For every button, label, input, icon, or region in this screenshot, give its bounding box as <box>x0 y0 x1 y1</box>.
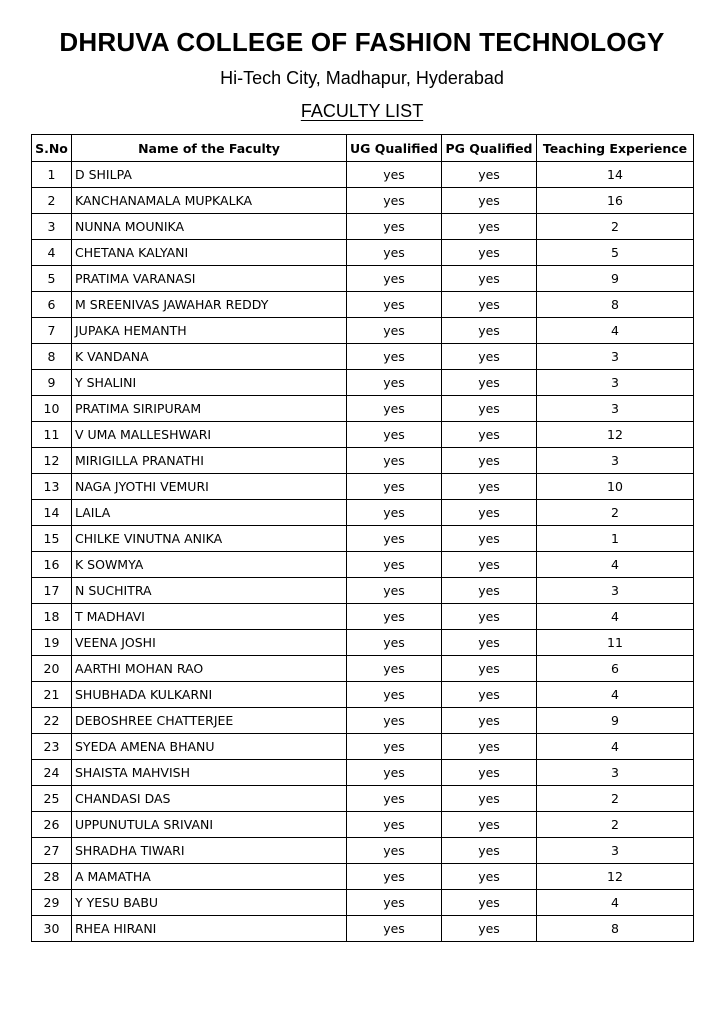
cell-pg-qualified: yes <box>442 318 537 344</box>
cell-faculty-name: Y SHALINI <box>72 370 347 396</box>
cell-pg-qualified: yes <box>442 500 537 526</box>
faculty-table <box>31 134 694 942</box>
cell-teaching-experience: 3 <box>537 370 694 396</box>
cell-sno: 17 <box>32 578 72 604</box>
cell-pg-qualified: yes <box>442 422 537 448</box>
cell-ug-qualified: yes <box>347 292 442 318</box>
table-row <box>32 890 694 916</box>
cell-pg-qualified: yes <box>442 708 537 734</box>
cell-ug-qualified: yes <box>347 162 442 188</box>
cell-pg-qualified: yes <box>442 604 537 630</box>
table-row <box>32 682 694 708</box>
table-body <box>32 162 694 942</box>
table-row <box>32 760 694 786</box>
cell-sno: 28 <box>32 864 72 890</box>
cell-teaching-experience: 12 <box>537 864 694 890</box>
cell-faculty-name: UPPUNUTULA SRIVANI <box>72 812 347 838</box>
cell-ug-qualified: yes <box>347 344 442 370</box>
cell-sno: 29 <box>32 890 72 916</box>
cell-sno: 9 <box>32 370 72 396</box>
cell-teaching-experience: 4 <box>537 682 694 708</box>
cell-teaching-experience: 3 <box>537 760 694 786</box>
cell-pg-qualified: yes <box>442 474 537 500</box>
table-header-row <box>32 135 694 162</box>
cell-pg-qualified: yes <box>442 578 537 604</box>
cell-teaching-experience: 5 <box>537 240 694 266</box>
cell-faculty-name: DEBOSHREE CHATTERJEE <box>72 708 347 734</box>
cell-teaching-experience: 4 <box>537 604 694 630</box>
cell-teaching-experience: 4 <box>537 890 694 916</box>
cell-pg-qualified: yes <box>442 864 537 890</box>
cell-sno: 1 <box>32 162 72 188</box>
cell-sno: 3 <box>32 214 72 240</box>
cell-ug-qualified: yes <box>347 760 442 786</box>
cell-pg-qualified: yes <box>442 916 537 942</box>
cell-pg-qualified: yes <box>442 552 537 578</box>
cell-teaching-experience: 3 <box>537 578 694 604</box>
table-row <box>32 188 694 214</box>
table-row <box>32 656 694 682</box>
cell-ug-qualified: yes <box>347 214 442 240</box>
cell-faculty-name: NUNNA MOUNIKA <box>72 214 347 240</box>
cell-teaching-experience: 1 <box>537 526 694 552</box>
cell-ug-qualified: yes <box>347 916 442 942</box>
cell-sno: 14 <box>32 500 72 526</box>
cell-teaching-experience: 3 <box>537 448 694 474</box>
cell-teaching-experience: 2 <box>537 500 694 526</box>
cell-sno: 6 <box>32 292 72 318</box>
cell-pg-qualified: yes <box>442 890 537 916</box>
cell-pg-qualified: yes <box>442 682 537 708</box>
cell-ug-qualified: yes <box>347 370 442 396</box>
cell-teaching-experience: 6 <box>537 656 694 682</box>
cell-faculty-name: VEENA JOSHI <box>72 630 347 656</box>
cell-sno: 13 <box>32 474 72 500</box>
cell-teaching-experience: 2 <box>537 214 694 240</box>
cell-ug-qualified: yes <box>347 526 442 552</box>
cell-faculty-name: D SHILPA <box>72 162 347 188</box>
cell-pg-qualified: yes <box>442 214 537 240</box>
cell-sno: 8 <box>32 344 72 370</box>
table-row <box>32 630 694 656</box>
cell-pg-qualified: yes <box>442 656 537 682</box>
cell-pg-qualified: yes <box>442 370 537 396</box>
cell-pg-qualified: yes <box>442 266 537 292</box>
cell-pg-qualified: yes <box>442 162 537 188</box>
cell-ug-qualified: yes <box>347 188 442 214</box>
cell-teaching-experience: 14 <box>537 162 694 188</box>
cell-ug-qualified: yes <box>347 266 442 292</box>
cell-faculty-name: A MAMATHA <box>72 864 347 890</box>
cell-ug-qualified: yes <box>347 812 442 838</box>
table-row <box>32 708 694 734</box>
cell-sno: 15 <box>32 526 72 552</box>
table-row <box>32 162 694 188</box>
cell-faculty-name: CHILKE VINUTNA ANIKA <box>72 526 347 552</box>
cell-pg-qualified: yes <box>442 760 537 786</box>
cell-sno: 2 <box>32 188 72 214</box>
document-title <box>0 100 724 122</box>
cell-sno: 26 <box>32 812 72 838</box>
table-row <box>32 344 694 370</box>
table-row <box>32 734 694 760</box>
cell-faculty-name: SHAISTA MAHVISH <box>72 760 347 786</box>
table-row <box>32 578 694 604</box>
cell-teaching-experience: 3 <box>537 838 694 864</box>
cell-ug-qualified: yes <box>347 734 442 760</box>
cell-sno: 20 <box>32 656 72 682</box>
cell-teaching-experience: 12 <box>537 422 694 448</box>
cell-pg-qualified: yes <box>442 344 537 370</box>
table-row <box>32 396 694 422</box>
cell-sno: 27 <box>32 838 72 864</box>
cell-teaching-experience: 10 <box>537 474 694 500</box>
cell-teaching-experience: 9 <box>537 708 694 734</box>
cell-faculty-name: CHANDASI DAS <box>72 786 347 812</box>
cell-ug-qualified: yes <box>347 578 442 604</box>
cell-faculty-name: K SOWMYA <box>72 552 347 578</box>
cell-sno: 12 <box>32 448 72 474</box>
cell-faculty-name: KANCHANAMALA MUPKALKA <box>72 188 347 214</box>
cell-faculty-name: K VANDANA <box>72 344 347 370</box>
cell-faculty-name: AARTHI MOHAN RAO <box>72 656 347 682</box>
cell-faculty-name: PRATIMA SIRIPURAM <box>72 396 347 422</box>
table-row <box>32 448 694 474</box>
cell-faculty-name: JUPAKA HEMANTH <box>72 318 347 344</box>
table-row <box>32 604 694 630</box>
cell-pg-qualified: yes <box>442 396 537 422</box>
column-header-name: Name of the Faculty <box>72 135 347 162</box>
table-row <box>32 240 694 266</box>
cell-ug-qualified: yes <box>347 500 442 526</box>
cell-ug-qualified: yes <box>347 864 442 890</box>
cell-pg-qualified: yes <box>442 240 537 266</box>
cell-ug-qualified: yes <box>347 786 442 812</box>
cell-ug-qualified: yes <box>347 890 442 916</box>
cell-teaching-experience: 3 <box>537 396 694 422</box>
cell-teaching-experience: 11 <box>537 630 694 656</box>
cell-pg-qualified: yes <box>442 292 537 318</box>
cell-faculty-name: MIRIGILLA PRANATHI <box>72 448 347 474</box>
cell-faculty-name: PRATIMA VARANASI <box>72 266 347 292</box>
table-row <box>32 266 694 292</box>
cell-faculty-name: SHRADHA TIWARI <box>72 838 347 864</box>
cell-pg-qualified: yes <box>442 838 537 864</box>
cell-sno: 19 <box>32 630 72 656</box>
cell-sno: 4 <box>32 240 72 266</box>
column-header-teaching-experience: Teaching Experience <box>537 135 694 162</box>
cell-sno: 11 <box>32 422 72 448</box>
cell-faculty-name: SYEDA AMENA BHANU <box>72 734 347 760</box>
cell-pg-qualified: yes <box>442 786 537 812</box>
cell-pg-qualified: yes <box>442 734 537 760</box>
cell-ug-qualified: yes <box>347 474 442 500</box>
cell-sno: 16 <box>32 552 72 578</box>
cell-teaching-experience: 8 <box>537 292 694 318</box>
table-row <box>32 370 694 396</box>
table-row <box>32 864 694 890</box>
cell-ug-qualified: yes <box>347 708 442 734</box>
cell-sno: 30 <box>32 916 72 942</box>
cell-teaching-experience: 3 <box>537 344 694 370</box>
cell-faculty-name: LAILA <box>72 500 347 526</box>
cell-sno: 5 <box>32 266 72 292</box>
column-header-pg-qualified: PG Qualified <box>442 135 537 162</box>
table-row <box>32 214 694 240</box>
cell-teaching-experience: 16 <box>537 188 694 214</box>
cell-sno: 23 <box>32 734 72 760</box>
cell-teaching-experience: 2 <box>537 786 694 812</box>
cell-faculty-name: SHUBHADA KULKARNI <box>72 682 347 708</box>
table-row <box>32 500 694 526</box>
cell-teaching-experience: 2 <box>537 812 694 838</box>
cell-ug-qualified: yes <box>347 656 442 682</box>
column-header-ug-qualified: UG Qualified <box>347 135 442 162</box>
table-row <box>32 526 694 552</box>
cell-ug-qualified: yes <box>347 630 442 656</box>
table-row <box>32 786 694 812</box>
cell-teaching-experience: 8 <box>537 916 694 942</box>
cell-teaching-experience: 4 <box>537 552 694 578</box>
cell-teaching-experience: 4 <box>537 734 694 760</box>
cell-ug-qualified: yes <box>347 422 442 448</box>
column-header-sno: S.No <box>32 135 72 162</box>
cell-faculty-name: N SUCHITRA <box>72 578 347 604</box>
cell-ug-qualified: yes <box>347 838 442 864</box>
cell-pg-qualified: yes <box>442 526 537 552</box>
cell-sno: 21 <box>32 682 72 708</box>
cell-sno: 18 <box>32 604 72 630</box>
cell-ug-qualified: yes <box>347 318 442 344</box>
cell-pg-qualified: yes <box>442 812 537 838</box>
table-row <box>32 552 694 578</box>
cell-teaching-experience: 9 <box>537 266 694 292</box>
table-row <box>32 812 694 838</box>
cell-ug-qualified: yes <box>347 604 442 630</box>
cell-faculty-name: RHEA HIRANI <box>72 916 347 942</box>
college-name: DHRUVA COLLEGE OF FASHION TECHNOLOGY <box>59 27 665 57</box>
cell-faculty-name: NAGA JYOTHI VEMURI <box>72 474 347 500</box>
cell-ug-qualified: yes <box>347 552 442 578</box>
cell-faculty-name: Y YESU BABU <box>72 890 347 916</box>
table-row <box>32 838 694 864</box>
table-row <box>32 422 694 448</box>
cell-faculty-name: T MADHAVI <box>72 604 347 630</box>
cell-faculty-name: CHETANA KALYANI <box>72 240 347 266</box>
cell-sno: 25 <box>32 786 72 812</box>
table-row <box>32 318 694 344</box>
cell-sno: 24 <box>32 760 72 786</box>
cell-ug-qualified: yes <box>347 448 442 474</box>
cell-ug-qualified: yes <box>347 682 442 708</box>
document-title-text: FACULTY LIST <box>300 101 424 121</box>
cell-faculty-name: V UMA MALLESHWARI <box>72 422 347 448</box>
cell-sno: 10 <box>32 396 72 422</box>
college-location: Hi-Tech City, Madhapur, Hyderabad <box>220 68 504 88</box>
cell-teaching-experience: 4 <box>537 318 694 344</box>
cell-sno: 7 <box>32 318 72 344</box>
cell-ug-qualified: yes <box>347 240 442 266</box>
table-row <box>32 292 694 318</box>
table-row <box>32 474 694 500</box>
cell-faculty-name: M SREENIVAS JAWAHAR REDDY <box>72 292 347 318</box>
cell-pg-qualified: yes <box>442 188 537 214</box>
cell-pg-qualified: yes <box>442 630 537 656</box>
cell-ug-qualified: yes <box>347 396 442 422</box>
cell-pg-qualified: yes <box>442 448 537 474</box>
cell-sno: 22 <box>32 708 72 734</box>
table-row <box>32 916 694 942</box>
